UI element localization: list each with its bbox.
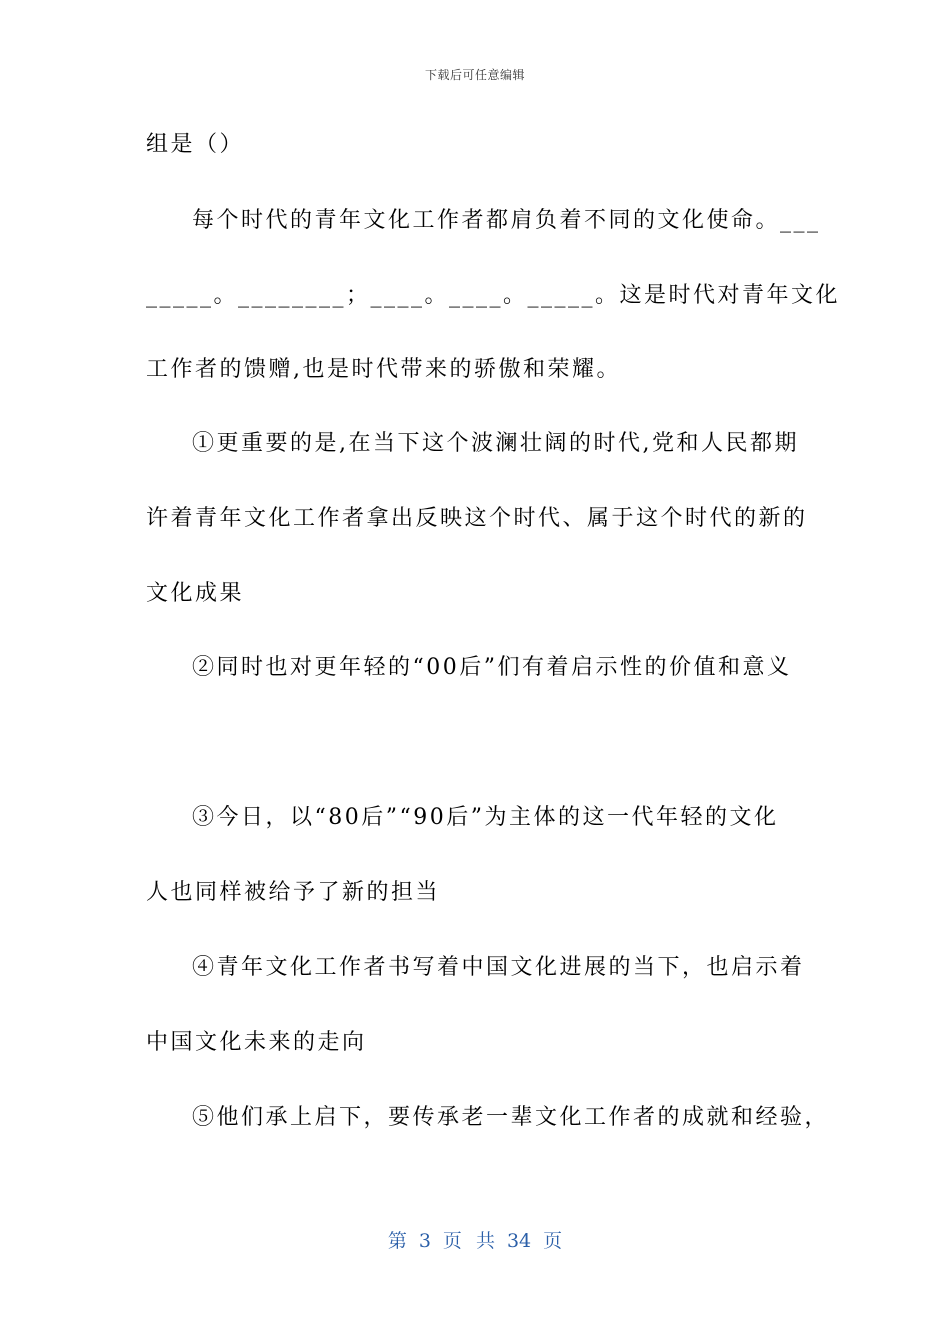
footer-prefix: 第 (387, 1230, 407, 1252)
text-line-6: 许着青年文化工作者拿出反映这个时代、属于这个时代的新的 (146, 506, 808, 531)
text-line-2: 每个时代的青年文化工作者都肩负着不同的文化使命。___ (192, 208, 821, 233)
text-line-4: 工作者的馈赠,也是时代带来的骄傲和荣耀。 (146, 357, 621, 382)
text-line-8: ②同时也对更年轻的“00后”们有着启示性的价值和意义 (192, 655, 792, 680)
text-line-13: ⑤他们承上启下，要传承老一辈文化工作者的成就和经验， (192, 1105, 830, 1130)
footer-suffix: 页 (543, 1230, 563, 1252)
text-line-3: _____。________；____。____。_____。这是时代对青年文化 (146, 283, 841, 308)
page-footer (0, 1226, 950, 1253)
text-line-5: ①更重要的是,在当下这个波澜壮阔的时代,党和人民都期 (192, 431, 799, 456)
text-line-11: ④青年文化工作者书写着中国文化进展的当下，也启示着 (192, 955, 805, 980)
text-line-10: 人也同样被给予了新的担当 (146, 880, 441, 905)
text-line-1: 组是（） (146, 132, 245, 157)
footer-page-number: 3 (418, 1230, 431, 1252)
text-line-7: 文化成果 (146, 581, 245, 606)
text-line-9: ③今日，以“80后”“90后”为主体的这一代年轻的文化 (192, 805, 779, 830)
page-header: 下载后可任意编辑 (424, 68, 525, 82)
footer-middle: 页 共 (442, 1230, 495, 1252)
text-line-12: 中国文化未来的走向 (146, 1030, 367, 1055)
footer-total-pages: 34 (506, 1230, 532, 1252)
